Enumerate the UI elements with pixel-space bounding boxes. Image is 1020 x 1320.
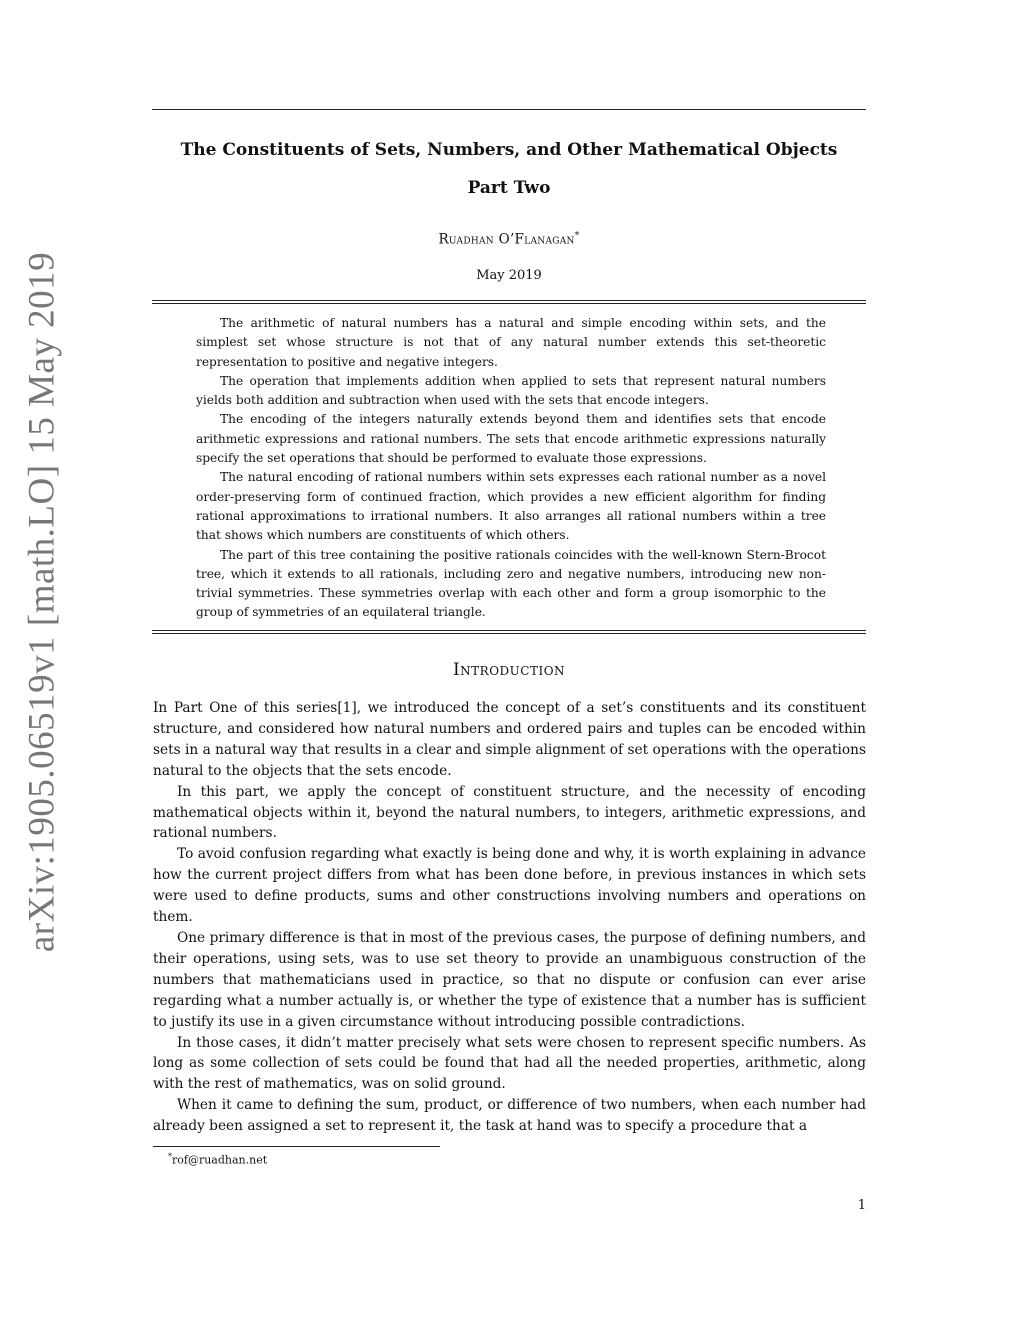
body-paragraph: In those cases, it didn’t matter precisely what sets were chosen to represent specific numbers. As long as some collection of sets could be found that had all the needed properties, arithmetic, along with the rest of mathematics, was on solid ground. bbox=[153, 1034, 866, 1093]
author-name: Ruadhan O’Flanagan bbox=[438, 231, 575, 248]
abstract bbox=[196, 314, 826, 623]
body-text bbox=[153, 698, 866, 1137]
abstract-paragraph: The arithmetic of natural numbers has a natural and simple encoding within sets, and the simplest set whose structure is not that of any natural number extends this set-theoretic representation to positive and negative integers. bbox=[196, 316, 826, 369]
top-rule bbox=[152, 109, 866, 110]
abstract-paragraph: The encoding of the integers naturally extends beyond them and identifies sets that encode arithmetic expressions and rational numbers. The sets that encode arithmetic expressions naturally specify the set operations that should be performed to evaluate those expressions. bbox=[196, 412, 826, 466]
paper-subtitle: Part Two bbox=[467, 178, 551, 198]
author-footnote-mark: * bbox=[574, 231, 580, 241]
footnote bbox=[168, 1152, 267, 1167]
footnote-mark: * bbox=[168, 1152, 172, 1161]
body-paragraph: When it came to defining the sum, product, or difference of two numbers, when each number had already been assigned a set to represent it, the task at hand was to specify a procedure that a bbox=[153, 1097, 866, 1135]
body-paragraph: One primary difference is that in most of the previous cases, the purpose of defining numbers, and their operations, using sets, was to use set theory to provide an unambiguous construction of the numbers that mathematicians used in practice, so that no dispute or confusion can ever arise regarding what a number actually is, or whether the type of existence that a number has is sufficient to justify its use in a given circumstance without introducing possible contradictions. bbox=[153, 929, 866, 1030]
arxiv-identifier: arXiv:1905.06519v1 [math.LO] 15 May 2019 bbox=[21, 251, 63, 953]
abstract-top-rule bbox=[152, 300, 866, 301]
body-paragraph: In Part One of this series[1], we introduced the concept of a set’s constituents and its constituent structure, and considered how natural numbers and ordered pairs and tuples can be encoded within sets in a natural way that results in a clear and simple alignment of set operations with the operations natural to the objects that the sets encode. bbox=[153, 700, 866, 779]
abstract-paragraph: The operation that implements addition when applied to sets that represent natural numbers yields both addition and subtraction when used with the sets that encode integers. bbox=[196, 373, 826, 408]
section-heading: Introduction bbox=[452, 660, 566, 680]
abstract-bottom-rule bbox=[152, 630, 866, 631]
abstract-paragraph: The natural encoding of rational numbers within sets expresses each rational number as a novel order-preserving form of continued fraction, which provides a new efficient algorithm for finding rational approximations to irrational numbers. It also arranges all rational numbers within a tree that shows which numbers are constituents of which others. bbox=[196, 470, 826, 543]
page-number: 1 bbox=[857, 1198, 866, 1213]
paper-title: The Constituents of Sets, Numbers, and Other Mathematical Objects bbox=[180, 140, 838, 160]
body-paragraph: To avoid confusion regarding what exactly is being done and why, it is worth explaining in advance how the current project differs from what has been done before, in previous instances in which sets were used to define products, sums and other constructions involving numbers and operations on them. bbox=[153, 846, 866, 926]
date: May 2019 bbox=[476, 268, 542, 283]
body-paragraph: In this part, we apply the concept of constituent structure, and the necessity of encoding mathematical objects within it, beyond the natural numbers, to integers, arithmetic expressions, and rational numbers. bbox=[153, 783, 866, 842]
footnote-email: rof@ruadhan.net bbox=[172, 1153, 268, 1167]
footnote-rule bbox=[153, 1146, 440, 1147]
author bbox=[152, 231, 866, 248]
abstract-paragraph: The part of this tree containing the positive rationals coincides with the well-known Stern-Brocot tree, which it extends to all rationals, including zero and negative numbers, introducing new non-trivial symmetries. These symmetries overlap with each other and form a group isomorphic to the group of symmetries of an equilateral triangle. bbox=[196, 547, 826, 620]
